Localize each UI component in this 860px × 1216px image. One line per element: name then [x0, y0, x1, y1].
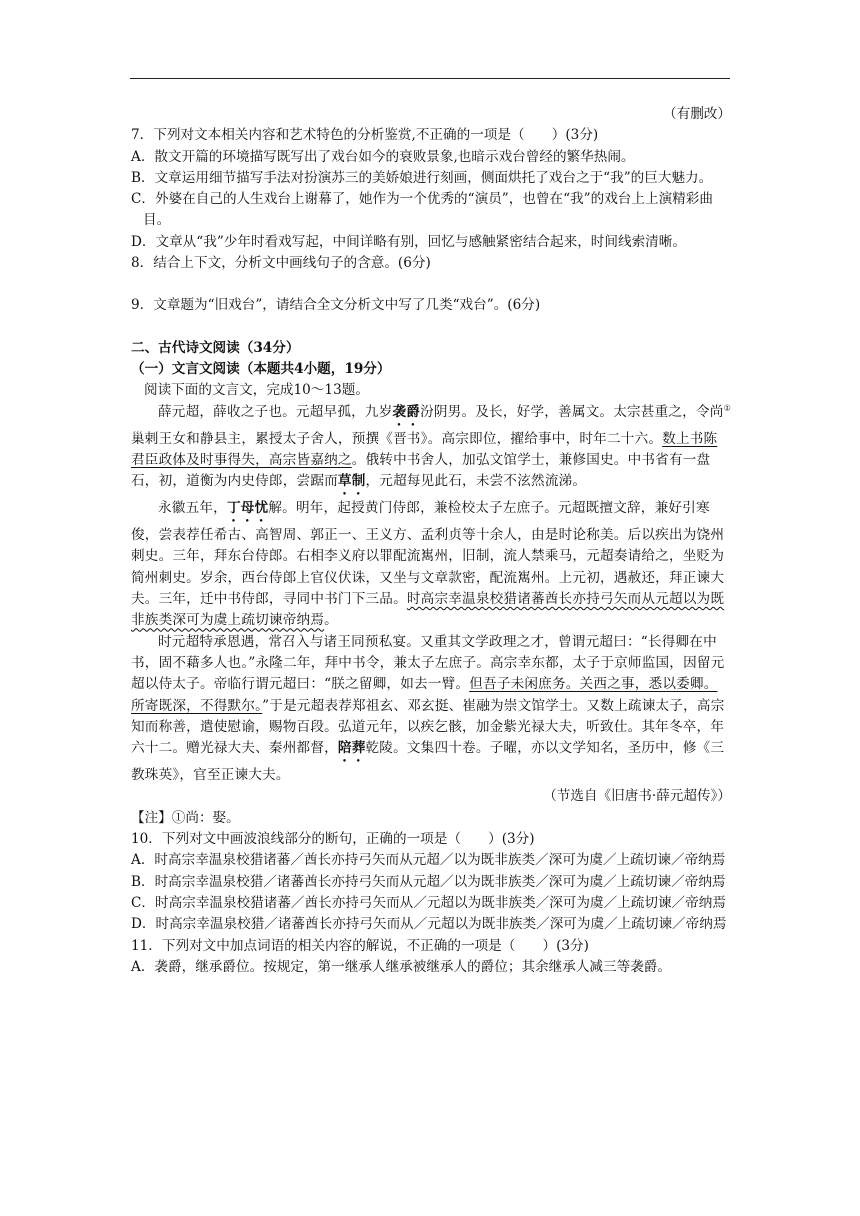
q8-stem: 8．结合上下文，分析文中画线句子的含意。(6分) [131, 255, 431, 272]
source-citation: （节选自《旧唐书·薛元超传》） [543, 788, 731, 805]
q11-stem: 11．下列对文中加点词语的相关内容的解说，不正确的一项是（ ）(3分) [131, 937, 589, 954]
subsection-heading: （一）文言文阅读（本题共4小题，19分） [131, 360, 391, 377]
q10-option-b: B．时高宗幸温泉校猎／诸蕃酋长亦持弓矢而从元超／以为既非族类／深可为虞／上疏切谏／帝纳焉 [131, 873, 726, 890]
footnote-marker: ① [723, 403, 731, 413]
classical-passage [131, 402, 731, 787]
passage-paragraph-1: 薛元超，薛收之子也。元超早孤，九岁袭爵汾阴男。及长，好学，善属文。太宗甚重之，令尚①巢剌王女和静县主，累授太子舍人，预撰《晋书》。高宗即位，擢给事中，时年二十六。数上书陈君臣政体及时事得失，高宗皆嘉纳之。俄转中书舍人，加弘文馆学士，兼修国史。中书省有一盘石，初，道衡为内史侍郎，尝踞而草制，元超每见此石，未尝不泫然流涕。 [131, 403, 731, 490]
q10-option-c: C．时高宗幸温泉校猎诸蕃／酋长亦持弓矢而从／元超以为既非族类／深可为虞／上疏切谏／帝纳焉 [131, 894, 726, 911]
q7-option-b: B．文章运用细节描写手法对扮演苏三的美娇娘进行刻画，侧面烘托了戏台之于“我”的巨大魅力。 [131, 169, 713, 186]
dotted-term-xiju: 袭爵 [392, 403, 421, 420]
wavy-underlined-sentence: 时高宗幸温泉校猎诸蕃酋长亦持弓矢而从元超以为既非族类深可为虞上疏切谏帝纳焉 [131, 591, 725, 629]
q10-option-a: A．时高宗幸温泉校猎诸蕃／酋长亦持弓矢而从元超／以为既非族类／深可为虞／上疏切谏／帝纳焉 [131, 852, 726, 869]
dotted-term-peizang: 陪葬 [337, 740, 366, 757]
q9-stem: 9．文章题为“旧戏台”，请结合全文分析文中写了几类“戏台”。(6分) [131, 297, 541, 314]
underlined-sentence-1: 数上书陈君臣政体及时事得失，高宗皆嘉纳之 [131, 430, 718, 468]
document-body [131, 104, 731, 978]
passage-paragraph-3: 时元超特承恩遇，常召入与诸王同预私宴。又重其文学政理之才，曾谓元超曰：“长得卿在中书，固不藉多人也。”永隆二年，拜中书令，兼太子左庶子。高宗幸东都，太子于京师监国，因留元超以侍太子。帝临行谓元超曰：“朕之留卿，如去一臂。但吾子未闲庶务。关西之事，悉以委卿。所寄既深，不得默尔。”于是元超表荐郑祖玄、邓玄挺、崔融为崇文馆学士。又数上疏谏太子，高宗知而称善，遣使慰谕，赐物百段。弘道元年，以疾乞骸，加金紫光禄大夫，听致仕。其年冬卒，年六十二。赠光禄大夫、秦州都督，陪葬乾陵。文集四十卷。子曜，亦以文学知名，圣历中，修《三教珠英》，官至正谏大夫。 [131, 633, 725, 784]
underlined-sentence-2: 但吾子未闲庶务。关西之事，悉以委卿。所寄既深，不得默尔。 [131, 676, 718, 714]
q7-option-d: D．文章从“我”少年时看戏写起，中间详略有别，回忆与感触紧密结合起来，时间线索清晰。 [131, 233, 686, 250]
q7-option-a: A．散文开篇的环境描写既写出了戏台如今的衰败景象,也暗示戏台曾经的繁华热闹。 [131, 148, 635, 165]
section-heading: 二、古代诗文阅读（34分） [131, 339, 300, 356]
dotted-term-dingmuyou: 丁母忧 [226, 500, 269, 517]
q10-stem: 10．下列对文中画波浪线部分的断句，正确的一项是（ ）(3分) [131, 831, 535, 848]
annotation-note: 【注】①尚：娶。 [131, 809, 240, 826]
revision-note: （有删改） [663, 106, 731, 122]
header-rule [130, 78, 730, 79]
q7-option-c: C．外婆在自己的人生戏台上谢幕了，她作为一个优秀的“演员”，也曾在“我”的戏台上上演精彩曲目。 [131, 191, 713, 229]
dotted-term-caozhi: 草制 [337, 473, 366, 490]
q11-option-a: A．袭爵，继承爵位。按规定，第一继承人继承被继承人的爵位；其余继承人减三等袭爵。 [131, 958, 671, 975]
passage-paragraph-2: 永徽五年，丁母忧解。明年，起授黄门侍郎，兼检校太子左庶子。元超既擅文辞，兼好引寒俊，尝表荐任希古、高智周、郭正一、王义方、孟利贞等十余人，由是时论称美。后以疾出为饶州刺史。三年，拜东台侍郎。右相李义府以罪配流嶲州，旧制，流人禁乘马，元超奏请给之，坐贬为简州刺史。岁余，西台侍郎上官仪伏诛，又坐与文章款密，配流嶲州。上元初，遇赦还，拜正谏大夫。三年，迁中书侍郎，寻同中书门下三品。时高宗幸温泉校猎诸蕃酋长亦持弓矢而从元超以为既非族类深可为虞上疏切谏帝纳焉。 [131, 500, 725, 629]
q10-option-d: D．时高宗幸温泉校猎／诸蕃酋长亦持弓矢而从／元超以为既非族类／深可为虞／上疏切谏／帝纳焉 [131, 916, 727, 933]
reading-intro: 阅读下面的文言文，完成10～13题。 [144, 382, 369, 399]
q7-stem: 7．下列对文本相关内容和艺术特色的分析鉴赏,不正确的一项是（ ）(3分) [131, 127, 599, 144]
